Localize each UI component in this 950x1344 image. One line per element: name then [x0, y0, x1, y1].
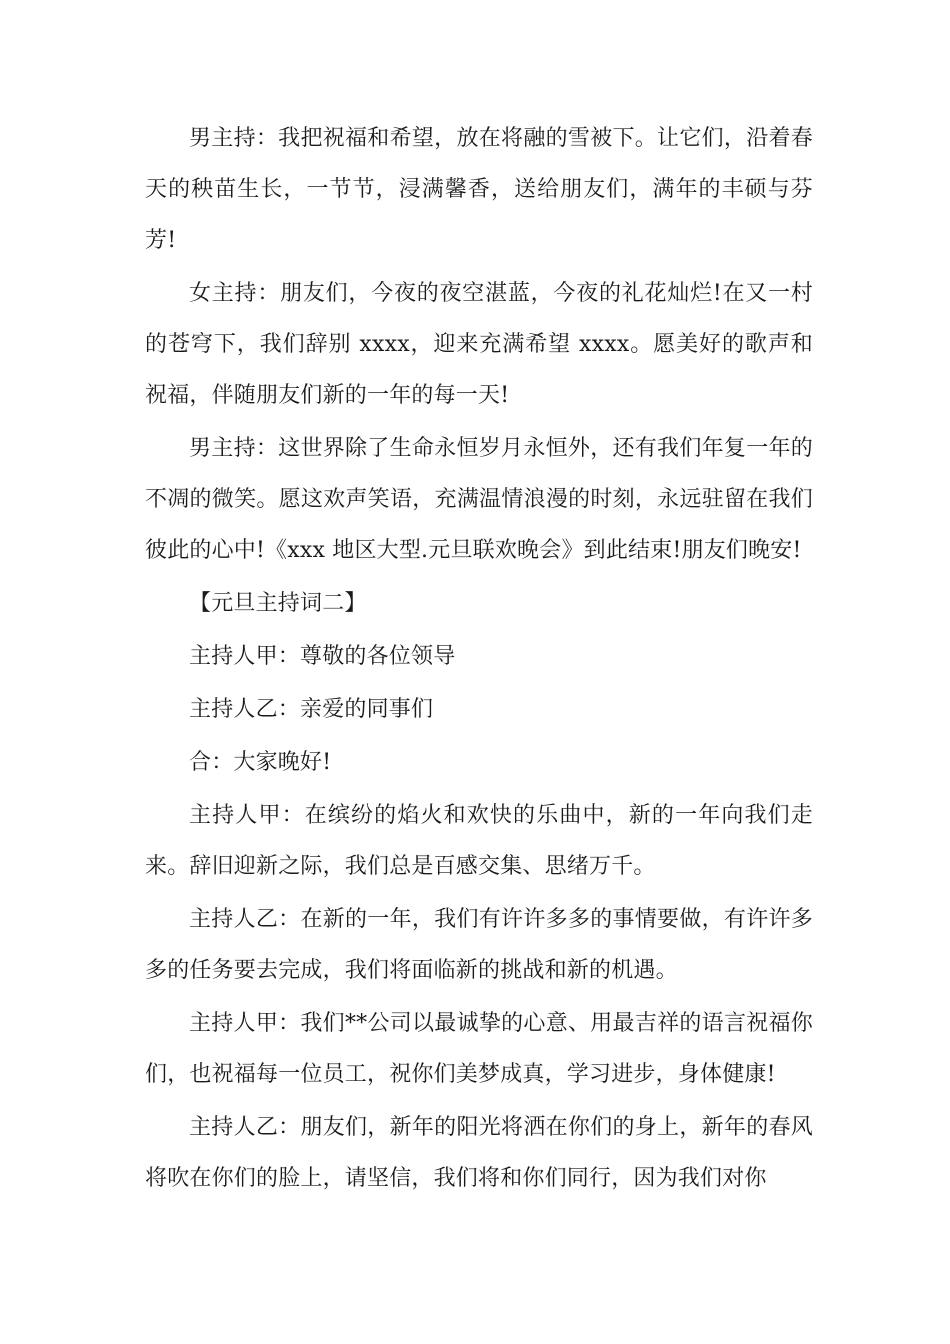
- paragraph-host-b-1: 主持人乙：亲爱的同事们: [189, 697, 434, 722]
- paragraph-host-a-1: 主持人甲：尊敬的各位领导: [189, 644, 456, 669]
- paragraph-host-b-2: 主持人乙：在新的一年，我们有许许多多的事情要做，有许许多多的任务要去完成，我们将面临新的挑战和新的机遇。: [145, 907, 813, 983]
- paragraph-host-b-3: 主持人乙：朋友们，新年的阳光将洒在你们的身上，新年的春风将吹在你们的脸上，请坚信，我们将和你们同行，因为我们对你: [145, 1115, 813, 1191]
- paragraph-host-a-2: 主持人甲：在缤纷的焰火和欢快的乐曲中，新的一年向我们走来。辞旧迎新之际，我们总是百感交集、思绪万千。: [145, 803, 813, 879]
- document-body: [145, 113, 813, 1206]
- paragraph-together: 合：大家晚好!: [189, 750, 332, 775]
- paragraph-male-host-2: 男主持：这世界除了生命永恒岁月永恒外，还有我们年复一年的不凋的微笑。愿这欢声笑语，充满温情浪漫的时刻，永远驻留在我们彼此的心中!《xxx 地区大型.元旦联欢晚会》到此结束!朋友们晚安!: [145, 436, 813, 563]
- paragraph-female-host: 女主持：朋友们，今夜的夜空湛蓝，今夜的礼花灿烂!在又一村的苍穹下，我们辞别 xxxx，迎来充满希望 xxxx。愿美好的歌声和祝福，伴随朋友们新的一年的每一天!: [145, 281, 813, 408]
- section-heading: 【元旦主持词二】: [189, 591, 367, 616]
- paragraph-male-host-1: 男主持：我把祝福和希望，放在将融的雪被下。让它们，沿着春天的秧苗生长，一节节，浸满馨香，送给朋友们，满年的丰硕与芬芳!: [145, 126, 813, 253]
- paragraph-host-a-3: 主持人甲：我们**公司以最诚挚的心意、用最吉祥的语言祝福你们，也祝福每一位员工，祝你们美梦成真，学习进步，身体健康!: [145, 1011, 813, 1087]
